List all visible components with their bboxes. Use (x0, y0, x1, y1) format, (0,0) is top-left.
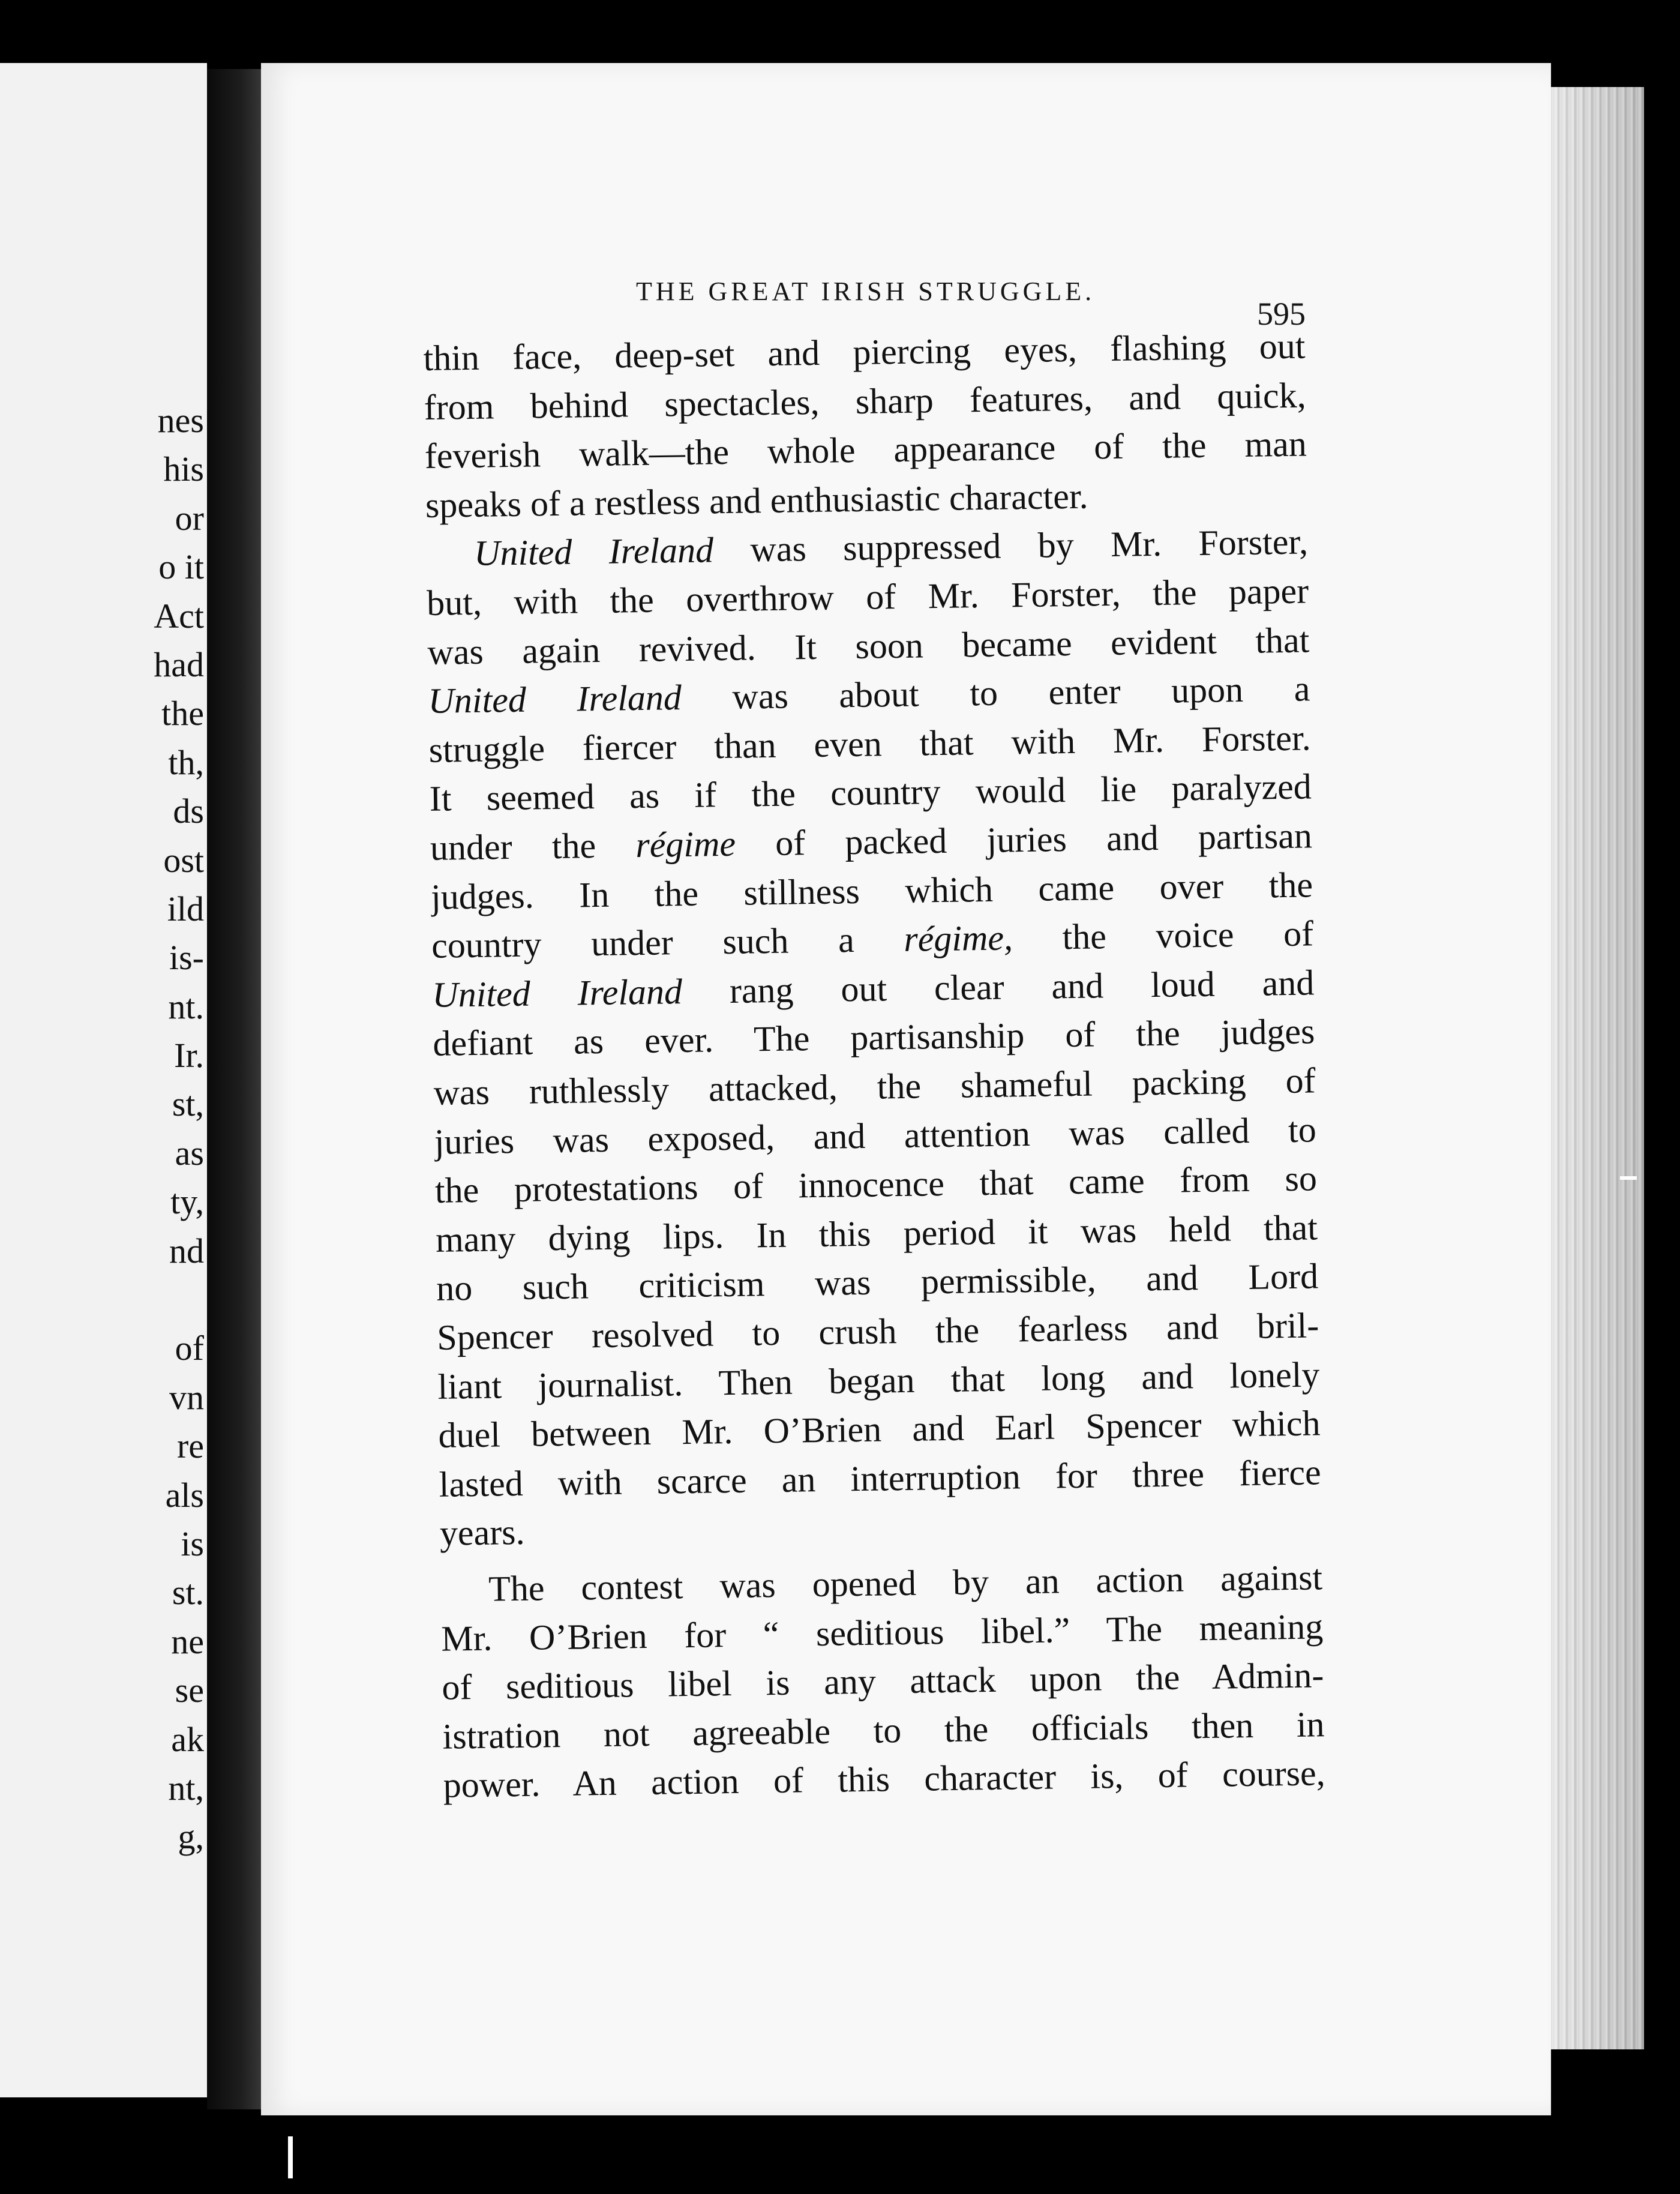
text-segment: judges. In the stillness which came over the (430, 864, 1313, 917)
text-segment: Mr. O’Brien for “ seditious libel.” The meaning (440, 1606, 1324, 1659)
text-segment: thin face, deep-set and piercing eyes, flashing out (423, 326, 1306, 378)
scan-artifact (1620, 1176, 1637, 1180)
text-segment: liant journalist. Then began that long and lonely (437, 1354, 1320, 1407)
text-segment: It seemed as if the country would lie paralyzed (429, 766, 1312, 819)
left-page-fragment: the (161, 694, 204, 733)
text-segment: many dying lips. In this period it was held that (435, 1207, 1318, 1260)
text-segment: istration not agreeable to the officials then in (442, 1704, 1325, 1757)
left-page-fragment: Act (154, 596, 204, 636)
left-page-fragment: re (176, 1426, 204, 1466)
left-page-fragment: g, (178, 1817, 204, 1857)
body-text (423, 321, 1326, 1845)
left-page-fragment: is- (169, 938, 204, 978)
left-page-fragment: ak (171, 1719, 204, 1759)
left-page-fragment: vn (169, 1377, 204, 1417)
left-page-fragment: st, (172, 1084, 204, 1124)
scan-artifact (288, 2136, 293, 2178)
text-segment: speaks of a restless and enthusiastic character. (425, 476, 1088, 525)
text-segment: The contest was opened by an action against (488, 1557, 1323, 1609)
italic-text: régime, (903, 918, 1013, 960)
page-edges (1536, 87, 1644, 2049)
left-page-fragment: or (175, 498, 204, 538)
left-page-fragment: se (175, 1671, 204, 1710)
left-page-fragment: o it (158, 547, 204, 587)
page-number: 595 (1257, 296, 1306, 332)
text-segment: duel between Mr. O’Brien and Earl Spencer which (438, 1403, 1321, 1456)
left-page-fragment: nt, (168, 1768, 204, 1808)
text-segment: was again revived. It soon became evident that (427, 620, 1310, 672)
left-page-text-fragments (0, 396, 204, 1862)
left-page-fragment: Ir. (174, 1036, 204, 1075)
left-page (0, 63, 207, 2097)
left-page-fragment: had (154, 645, 204, 684)
book-gutter (207, 69, 264, 2109)
left-page-fragment: ds (173, 792, 204, 831)
left-page-fragment: ild (167, 889, 204, 928)
text-segment: was about to enter upon a (681, 669, 1310, 718)
left-page-fragment: nt. (168, 987, 204, 1026)
left-page-fragment: th, (168, 742, 204, 782)
left-page-fragment: als (165, 1475, 204, 1515)
text-segment: struggle fiercer than even that with Mr. Forster. (428, 718, 1312, 770)
left-page-fragment: is (181, 1524, 204, 1563)
text-segment: was ruthlessly attacked, the shameful packing of (433, 1060, 1316, 1113)
left-page-fragment: st. (172, 1573, 204, 1612)
italic-text: United Ireland (428, 678, 682, 721)
left-page-fragment: his (163, 449, 204, 489)
text-segment: of packed juries and partisan (735, 816, 1313, 864)
left-page-fragment: ost (163, 840, 204, 880)
text-segment: lasted with scarce an interruption for three fierce (439, 1452, 1322, 1504)
italic-text: United Ireland (431, 971, 683, 1015)
text-segment: country under such a (431, 919, 904, 966)
text-segment: but, with the overthrow of Mr. Forster, the paper (426, 571, 1309, 623)
left-page-fragment: nd (169, 1231, 204, 1270)
text-segment: under the (430, 825, 636, 868)
text-segment: rang out clear and loud and (682, 963, 1315, 1011)
left-page-fragment: nes (157, 401, 204, 440)
italic-text: United Ireland (473, 530, 714, 574)
left-page-fragment: ty, (170, 1182, 204, 1222)
text-segment: of seditious libel is any attack upon the Admin- (442, 1655, 1324, 1707)
text-segment: feverish walk—the whole appearance of the man (424, 424, 1307, 476)
text-segment: the protestations of innocence that came from so (434, 1158, 1318, 1211)
text-segment: years. (439, 1512, 525, 1554)
left-page-fragment: as (175, 1133, 204, 1173)
text-segment: from behind spectacles, sharp features, and quick, (424, 375, 1307, 427)
text-segment: juries was exposed, and attention was called to (434, 1109, 1317, 1162)
text-segment: Spencer resolved to crush the fearless and bril- (436, 1305, 1319, 1357)
left-page-fragment: of (175, 1329, 204, 1368)
text-segment: no such criticism was permissible, and Lord (436, 1256, 1319, 1309)
text-segment: power. An action of this character is, of course, (443, 1753, 1326, 1806)
text-segment: the voice of (1012, 913, 1314, 958)
text-segment: defiant as ever. The partisanship of the judges (433, 1011, 1315, 1064)
left-page-fragment: ne (171, 1621, 204, 1661)
text-segment: was suppressed by Mr. Forster, (713, 521, 1309, 570)
running-head: THE GREAT IRISH STRUGGLE. (636, 277, 1096, 306)
left-page-fragment (0, 1275, 204, 1324)
italic-text: régime (635, 823, 736, 865)
